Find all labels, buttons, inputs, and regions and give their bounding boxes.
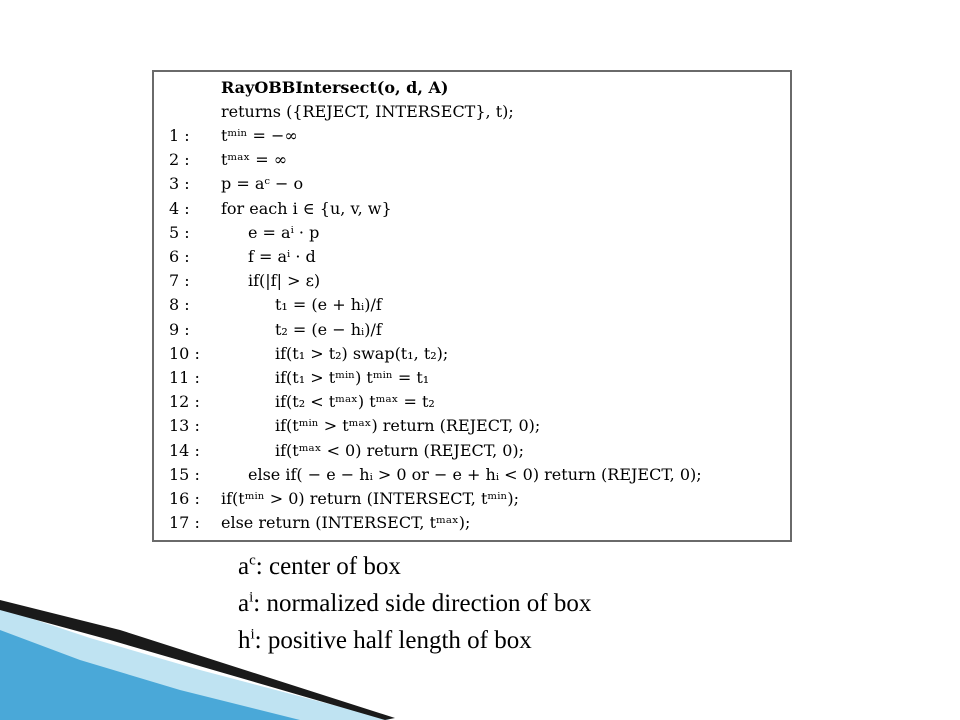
- line-code: f = aⁱ · d: [248, 247, 316, 266]
- line-number: 12 :: [169, 392, 200, 412]
- line-number: 9 :: [169, 319, 190, 339]
- legend-item-ac: [238, 548, 591, 585]
- line-code: else return (INTERSECT, tᵐᵃˣ);: [221, 513, 471, 533]
- line-code: t₁ = (e + hᵢ)/f: [275, 295, 382, 315]
- line-code: tᵐⁱⁿ = −∞: [221, 126, 298, 145]
- legend-text: : normalized side direction of box: [253, 590, 592, 617]
- legend-text: : center of box: [255, 553, 401, 580]
- line-number: 1 :: [169, 126, 190, 145]
- line-number: 16 :: [169, 489, 200, 508]
- legend-symbol: a: [238, 590, 250, 617]
- legend-symbol: h: [238, 627, 251, 654]
- line-code: e = aⁱ · p: [248, 222, 320, 242]
- line-code: if(tᵐⁱⁿ > 0) return (INTERSECT, tᵐⁱⁿ);: [221, 489, 519, 508]
- algorithm-returns: returns ({REJECT, INTERSECT}, t);: [221, 102, 514, 121]
- line-number: 5 :: [169, 222, 190, 242]
- line-number: 6 :: [169, 247, 190, 266]
- line-number: 4 :: [169, 198, 190, 218]
- legend-text: : positive half length of box: [254, 627, 532, 654]
- line-number: 17 :: [169, 513, 200, 533]
- line-code: t₂ = (e − hᵢ)/f: [275, 319, 382, 339]
- line-number: 14 :: [169, 440, 200, 460]
- line-code: if(|f| > ε): [248, 271, 321, 291]
- line-number: 2 :: [169, 150, 190, 170]
- line-number: 11 :: [169, 368, 200, 387]
- line-number: 13 :: [169, 416, 200, 436]
- line-number: 3 :: [169, 174, 190, 194]
- line-code: if(t₁ > t₂) swap(t₁, t₂);: [275, 343, 449, 363]
- line-code: if(t₁ > tᵐⁱⁿ) tᵐⁱⁿ = t₁: [275, 368, 430, 387]
- legend-superscript: c: [249, 552, 256, 569]
- line-number: 15 :: [169, 464, 200, 484]
- line-code: p = aᶜ − o: [221, 174, 304, 194]
- legend-superscript: i: [249, 589, 254, 606]
- line-code: else if( − e − hᵢ > 0 or − e + hᵢ < 0) return (REJECT, 0);: [248, 464, 702, 484]
- line-code: for each i ∈ {u, v, w}: [221, 198, 392, 218]
- line-number: 8 :: [169, 295, 190, 315]
- line-number: 10 :: [169, 343, 200, 363]
- line-code: if(tᵐᵃˣ < 0) return (REJECT, 0);: [275, 440, 525, 460]
- algorithm-box: [152, 70, 792, 542]
- decorative-ribbon: [0, 590, 400, 720]
- legend-symbol: a: [238, 553, 250, 580]
- line-code: if(t₂ < tᵐᵃˣ) tᵐᵃˣ = t₂: [275, 392, 435, 412]
- line-number: 7 :: [169, 271, 190, 291]
- line-code: if(tᵐⁱⁿ > tᵐᵃˣ) return (REJECT, 0);: [275, 416, 541, 436]
- line-code: tᵐᵃˣ = ∞: [221, 150, 288, 170]
- legend-superscript: i: [250, 626, 255, 643]
- algorithm-title: RayOBBIntersect(o, d, A): [221, 78, 449, 97]
